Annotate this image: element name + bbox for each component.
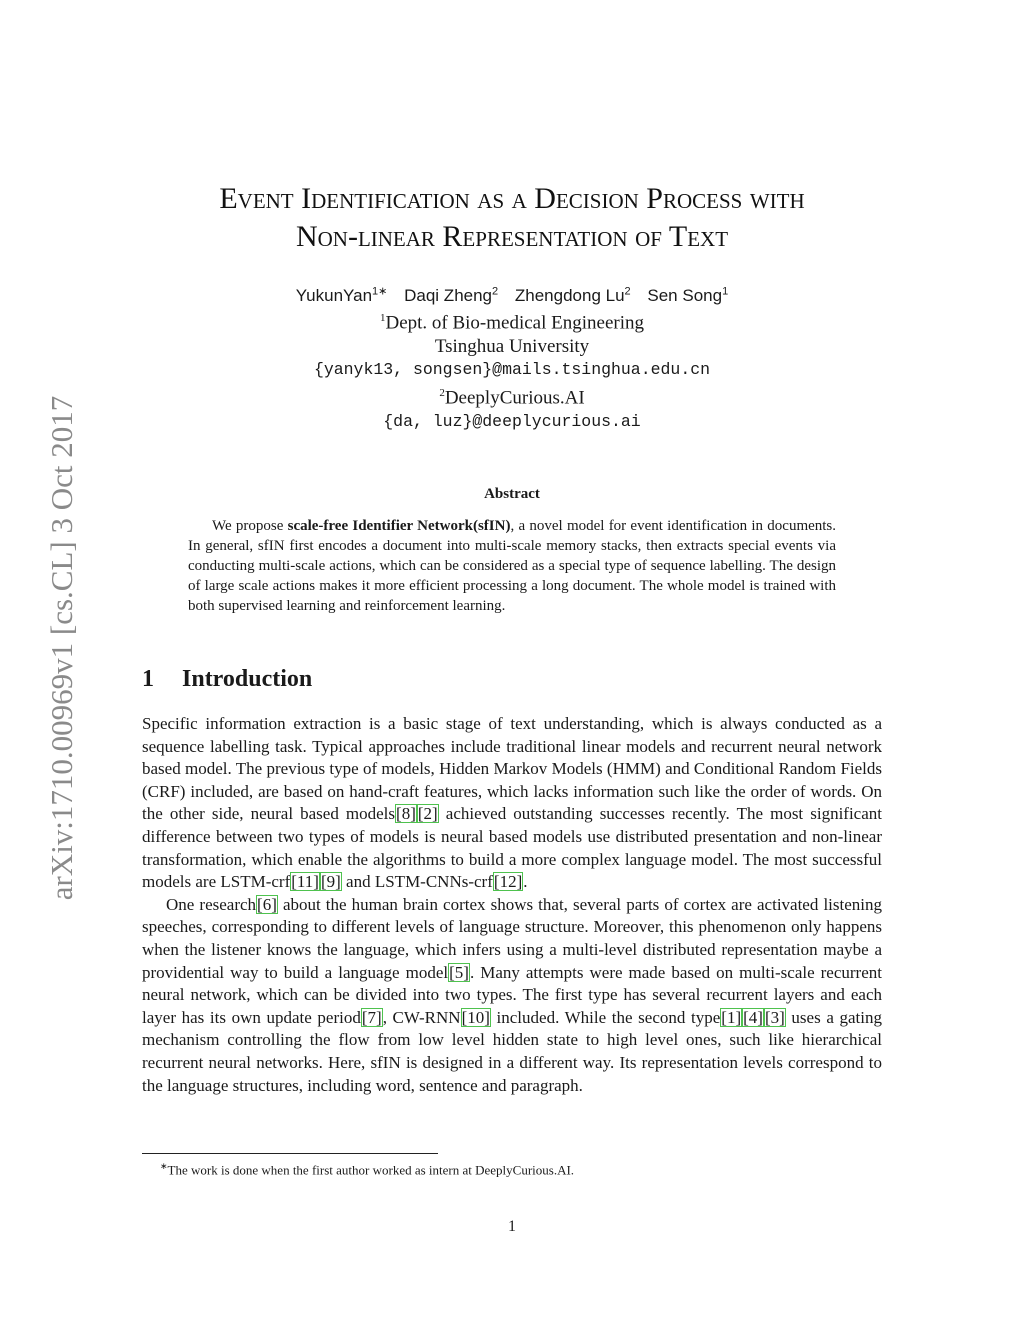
footnote-divider <box>142 1153 438 1154</box>
section-title: Introduction <box>182 666 313 692</box>
citation-link[interactable]: [8] <box>396 804 416 824</box>
citation-link[interactable]: [9] <box>320 872 341 892</box>
citation-link[interactable]: [6] <box>257 894 277 914</box>
author-1: YukunYan$^{1∗}$ <box>295 285 388 305</box>
footnote: ∗The work is done when the first author worked as intern at DeeplyCurious.AI. <box>160 1161 575 1178</box>
abstract-body <box>188 516 836 616</box>
author-names <box>140 280 884 307</box>
arxiv-identifier[interactable]: arXiv:1710.00969v1 [cs.CL] 3 Oct 2017 <box>44 395 79 901</box>
affiliation-1-university: Tsinghua University <box>434 335 590 357</box>
citation-link[interactable]: [1] <box>721 1007 742 1027</box>
citation-link[interactable]: [2] <box>417 804 438 824</box>
page-number: 1 <box>508 1218 516 1235</box>
title-line-2: Non-linear Representation of Text <box>295 220 729 253</box>
affiliation-2-name: $^2$DeeplyCurious.AI <box>439 386 585 409</box>
author-4: Sen Song$^1$ <box>647 285 729 305</box>
citation-link[interactable]: [4] <box>743 1007 763 1027</box>
paragraph-2: One research[6] about the human brain cortex shows that, several parts of cortex are activated listening speeches, corresponding to different levels of language structure. Moreover, this phenomenon only happens when the listener knows the language, which infers using a multi-level distributed representation maybe a providential way to build a language model[5]. Many attempts were made based on multi-scale recurrent neural network, which can be divided into two types. The first type has several recurrent layers and each layer has its own update period[7], CW-RNN[10] included. While the second type[1] [4] [3] uses a gating mechanism controlling the flow from low level hidden state to high level ones, such like hierarchical recurrent neural networks. Here, sfIN is designed in a different way. Its representation levels correspond to the language structures, including word, sentence and paragraph. <box>142 894 882 1095</box>
citation-link[interactable]: [5] <box>449 962 469 982</box>
abstract-paragraph: We propose scale-free Identifier Network(sfIN), a novel model for event identification in documents. In general, sfIN first encodes a document into multi-scale memory stacks, then extracts special events via conducting multi-scale actions, which can be considered as a special type of sequence labelling. The design of large scale actions makes it more efficient processing a long document. The whole model is trained with both supervised learning and reinforcement learning. <box>188 518 837 614</box>
model-name: scale-free Identifier Network(sfIN) <box>287 518 511 534</box>
citation-link[interactable]: [10] <box>461 1007 490 1027</box>
citation-link[interactable]: [12] <box>493 872 523 892</box>
affiliation-2-email: {da, luz}@deeplycurious.ai <box>383 411 641 431</box>
citation-link[interactable]: [11] <box>291 872 319 892</box>
abstract-heading: Abstract <box>484 486 540 502</box>
author-2: Daqi Zheng$^2$ <box>404 285 499 305</box>
section-heading-introduction <box>142 666 842 693</box>
author-3: Zhengdong Lu$^2$ <box>514 285 631 305</box>
affiliation-1-email: {yanyk13, songsen}@mails.tsinghua.edu.cn <box>313 360 711 380</box>
title-line-1: Event Identification as a Decision Process with <box>219 182 805 215</box>
paragraph-1: Specific information extraction is a basic stage of text understanding, which is always conducted as a sequence labelling task. Typical approaches include traditional linear models and recurrent neural network based model. The previous type of models, Hidden Markov Models (HMM) and Conditional Random Fields (CRF) included, are based on hand-craft features, which lacks information such like the order of words. On the other side, neural based models[8] [2] achieved outstanding successes recently. The most significant difference between two types of models is neural based models use distributed presentation and non-linear transformation, which enable the algorithms to build a more complex language model. The most successful models are LSTM-crf[11] [9] and LSTM-CNNs-crf[12]. <box>142 714 882 892</box>
citation-link[interactable]: [7] <box>361 1007 382 1027</box>
paper-title <box>140 180 884 256</box>
affiliation-1-dept: $^1$Dept. of Bio-medical Engineering <box>379 312 645 334</box>
introduction-body <box>142 713 882 1097</box>
section-number: 1 <box>142 666 154 692</box>
citation-link[interactable]: [3] <box>764 1007 785 1027</box>
author-block <box>140 280 884 433</box>
